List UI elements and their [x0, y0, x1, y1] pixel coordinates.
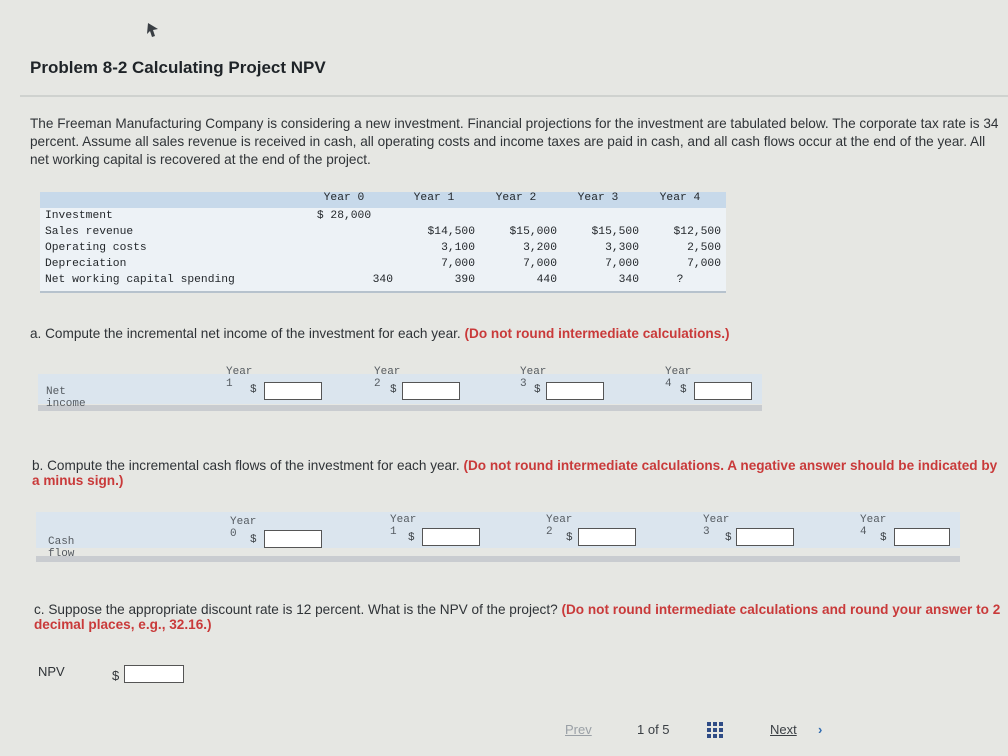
net-income-label: Net income [46, 386, 86, 410]
cash-flow-year4-input[interactable] [894, 528, 950, 546]
next-button[interactable]: Next [770, 722, 797, 737]
table-row: Net working capital spending 340 390 440 340 ? [45, 274, 684, 286]
problem-intro: The Freeman Manufacturing Company is considering a new investment. Financial projections for the investment are tabulated below. The corporate tax rate is 34 percent. Assume all sales revenue is received in cash, all operating costs and income taxes are paid in cash, and all cash flows occur at the end of the year. All net working capital is recovered at the end of the project. [30, 116, 999, 167]
question-a: a. Compute the incremental net income of the investment for each year. (Do not round intermediate calculations.) [30, 326, 730, 341]
col-year-0: Year 0 [323, 192, 365, 204]
question-b: b. Compute the incremental cash flows of the investment for each year. (Do not round intermediate calculations. A negative answer should be indicated by a minus sign.) [32, 458, 998, 488]
cash-flow-year2-input[interactable] [578, 528, 636, 546]
cash-flow-year0-input[interactable] [264, 530, 322, 548]
table-row: Depreciation 7,000 7,000 7,000 7,000 [45, 258, 721, 270]
table-header [40, 192, 726, 208]
cash-flow-label: Cash flow [48, 536, 75, 560]
cash-flow-row [36, 512, 960, 548]
npv-input[interactable] [124, 665, 184, 683]
chevron-right-icon: › [818, 722, 823, 737]
npv-currency: $ [112, 668, 120, 683]
net-income-year2-input[interactable] [402, 382, 460, 400]
page-title: Problem 8-2 Calculating Project NPV [30, 58, 326, 77]
page-indicator: 1 of 5 [637, 722, 670, 737]
col-year-1: Year 1 [413, 192, 455, 204]
table-row: Sales revenue $14,500 $15,000 $15,500 $12,500 [45, 226, 721, 238]
net-income-year1-input[interactable] [264, 382, 322, 400]
col-year-2: Year 2 [495, 192, 537, 204]
cash-flow-year3-input[interactable] [736, 528, 794, 546]
divider [20, 95, 1008, 97]
projections-table [40, 192, 726, 293]
table-row: Operating costs 3,100 3,200 3,300 2,500 [45, 242, 721, 254]
npv-label: NPV [38, 664, 65, 679]
net-income-year4-input[interactable] [694, 382, 752, 400]
table-row: Investment $ 28,000 [45, 210, 372, 222]
net-income-year3-input[interactable] [546, 382, 604, 400]
col-year-4: Year 4 [659, 192, 701, 204]
mouse-cursor-icon [146, 22, 160, 38]
grid-icon[interactable] [707, 722, 723, 738]
prev-button[interactable]: Prev [565, 722, 592, 737]
cash-flow-year1-input[interactable] [422, 528, 480, 546]
col-year-3: Year 3 [577, 192, 619, 204]
question-c: c. Suppose the appropriate discount rate is 12 percent. What is the NPV of the project? (Do not round intermediate calculations and round your answer to 2 decimal places, e.g., 32.16.) [34, 602, 1001, 632]
